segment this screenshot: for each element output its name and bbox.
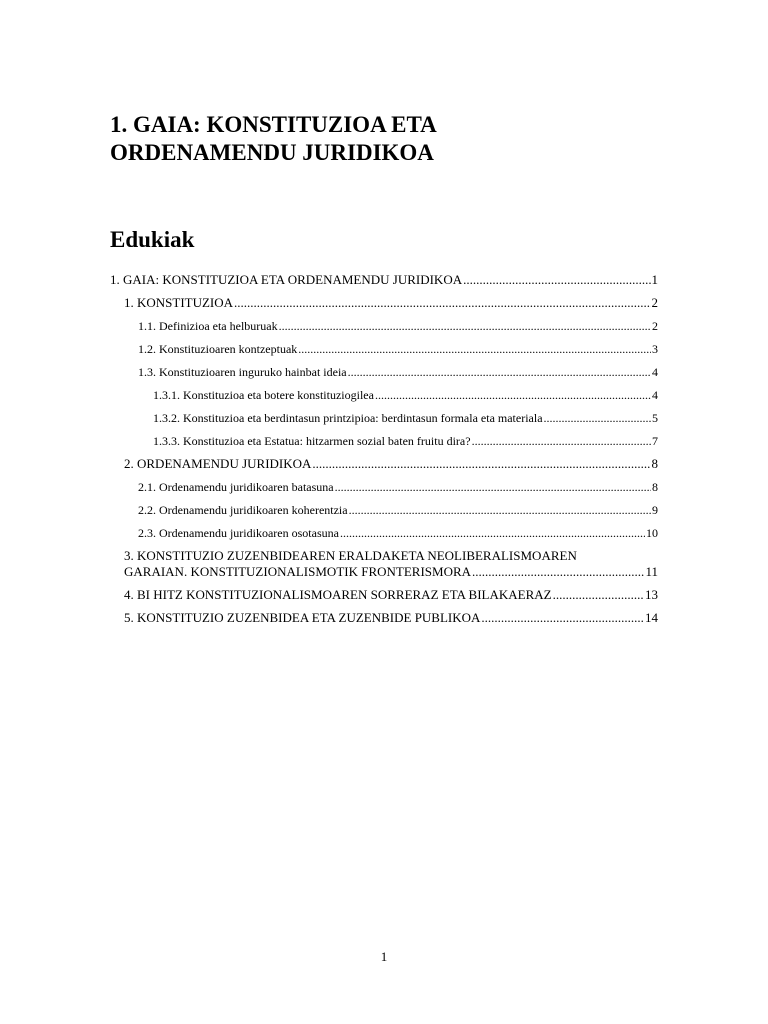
toc-entry-label-line-2: GARAIAN. KONSTITUZIONALISMOTIK FRONTERISMORA [124,564,472,579]
toc-entry-page: 5 [652,411,658,425]
toc-entry-label: 2.2. Ordenamendu juridikoaren koherentzia [138,503,348,517]
toc-leader-dots [312,456,650,472]
toc-entry-page: 8 [652,480,658,494]
toc-entry-page: 9 [652,503,658,517]
toc-leader-dots [234,295,650,311]
document-title-line-2: ORDENAMENDU JURIDIKOA [110,140,434,165]
toc-entry-page: 2 [651,295,658,310]
toc-entry[interactable] [110,502,658,518]
toc-leader-dots [553,587,644,603]
toc-entry-label: 1. KONSTITUZIOA [124,295,234,310]
toc-leader-dots [348,364,651,380]
toc-entry-page: 1 [651,272,658,287]
toc-entry-page: 10 [646,526,658,540]
toc-entry[interactable] [110,525,658,541]
toc-entry-label: 4. BI HITZ KONSTITUZIONALISMOAREN SORRERAZ ETA BILAKAERAZ [124,587,552,602]
toc-entry[interactable] [110,295,658,311]
toc-entry[interactable] [110,610,658,626]
toc-entry-label-line-1: 3. KONSTITUZIO ZUZENBIDEAREN ERALDAKETA NEOLIBERALISMOAREN [124,548,577,563]
toc-entry-page: 4 [652,388,658,402]
toc-entry-page: 13 [645,587,658,602]
toc-entry-label: 1.3.1. Konstituzioa eta botere konstituziogilea [153,388,374,402]
toc-entry-page: 2 [652,319,658,333]
toc-entry-label: 1.2. Konstituzioaren kontzeptuak [138,342,298,356]
toc-entry[interactable] [110,341,658,357]
toc-entry[interactable] [110,364,658,380]
toc-entry-label: 1.3.2. Konstituzioa eta berdintasun printzipioa: berdintasun formala eta materiala [153,411,543,425]
toc-entry[interactable] [110,456,658,472]
toc-entry[interactable] [110,548,658,580]
toc-leader-dots [544,410,651,426]
toc-entry-label: 1. GAIA: KONSTITUZIOA ETA ORDENAMENDU JURIDIKOA [110,272,463,287]
toc-leader-dots [335,479,651,495]
toc-leader-dots [349,502,651,518]
document-title [110,111,670,167]
toc-entry-label: 1.3. Konstituzioaren inguruko hainbat ideia [138,365,347,379]
toc-leader-dots [298,341,651,357]
toc-entry-page: 11 [645,564,658,579]
toc-entry-label: 2.1. Ordenamendu juridikoaren batasuna [138,480,334,494]
toc-entry-label: 2.3. Ordenamendu juridikoaren osotasuna [138,526,339,540]
toc-entry-page: 14 [645,610,658,625]
toc-entry-label: 1.3.3. Konstituzioa eta Estatua: hitzarmen sozial baten fruitu dira? [153,434,471,448]
toc-entry[interactable] [110,318,658,334]
document-title-line-1: 1. GAIA: KONSTITUZIOA ETA [110,112,437,137]
toc-entry[interactable] [110,433,658,449]
toc-entry[interactable] [110,387,658,403]
toc-leader-dots [463,272,650,288]
toc-entry-page: 4 [652,365,658,379]
toc-heading: Edukiak [110,227,195,252]
toc-leader-dots [279,318,651,334]
toc-entry[interactable] [110,272,658,288]
toc-leader-dots [472,433,651,449]
toc-entry-label: 2. ORDENAMENDU JURIDIKOA [124,456,312,471]
toc-leader-dots [481,610,644,626]
toc-entry-label: 5. KONSTITUZIO ZUZENBIDEA ETA ZUZENBIDE PUBLIKOA [124,610,481,625]
toc-leader-dots [375,387,651,403]
toc-entry-page: 3 [652,342,658,356]
toc-leader-dots [472,564,644,580]
toc-leader-dots [340,525,645,541]
page-number: 1 [380,949,388,964]
toc-entry-page: 7 [652,434,658,448]
toc-entry-label: 1.1. Definizioa eta helburuak [138,319,278,333]
toc-entry[interactable] [110,587,658,603]
toc-entry-page: 8 [651,456,658,471]
toc-entry[interactable] [110,479,658,495]
toc-entry[interactable] [110,410,658,426]
table-of-contents [110,272,658,633]
